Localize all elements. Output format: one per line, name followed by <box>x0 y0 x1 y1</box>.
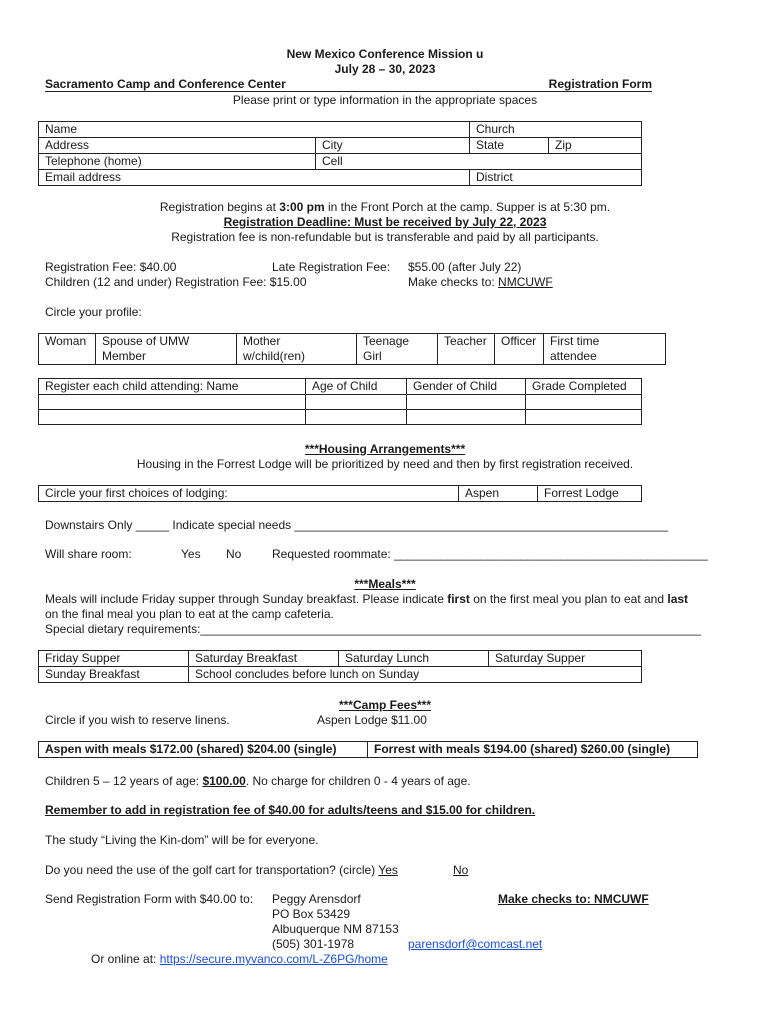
aspen-meals-option[interactable]: Aspen with meals $172.00 (shared) $204.00 (single) <box>39 742 368 758</box>
meal-saturday-breakfast[interactable]: Saturday Breakfast <box>189 651 339 667</box>
spouse-line1: Spouse of UMW <box>102 334 190 348</box>
table-row <box>39 410 642 425</box>
district-field[interactable]: District <box>470 170 642 186</box>
venue-line <box>45 77 652 92</box>
meals-text-line2: on the final meal you plan to eat at the camp cafeteria. <box>45 607 334 621</box>
children-fee: Children (12 and under) Registration Fee: $15.00 <box>45 275 307 289</box>
conference-dates: July 28 – 30, 2023 <box>334 62 436 76</box>
children-fee-amount: $100.00 <box>202 774 246 788</box>
online-payment <box>91 952 388 967</box>
school-concludes: School concludes before lunch on Sunday <box>189 667 642 683</box>
teen-line1: Teenage <box>363 334 410 348</box>
golf-cart-no[interactable]: No <box>453 863 469 877</box>
profile-table <box>38 333 666 365</box>
meal-saturday-lunch[interactable]: Saturday Lunch <box>339 651 489 667</box>
make-checks-label: Make checks to: <box>408 275 499 289</box>
lodging-aspen[interactable]: Aspen <box>459 486 538 502</box>
profile-teen[interactable] <box>357 334 438 365</box>
lodging-prompt: Circle your first choices of lodging: <box>39 486 459 502</box>
meals-heading: ***Meals*** <box>354 577 416 591</box>
meals-last: last <box>667 592 689 606</box>
downstairs-special-needs[interactable]: Downstairs Only _____ Indicate special needs ________________________________________________________ <box>45 518 669 532</box>
child-age-cell[interactable] <box>306 410 407 425</box>
children-fee-prefix: Children 5 – 12 years of age: <box>45 774 203 788</box>
profile-mother[interactable] <box>237 334 357 365</box>
address-field[interactable]: Address <box>39 138 316 154</box>
registration-begins <box>0 200 770 215</box>
child-name-cell[interactable] <box>39 395 306 410</box>
church-field[interactable]: Church <box>470 122 642 138</box>
child-gender-cell[interactable] <box>407 395 526 410</box>
housing-heading: ***Housing Arrangements*** <box>304 442 466 456</box>
first-line1: First time <box>550 334 600 348</box>
begins-time: 3:00 pm <box>279 200 325 214</box>
children-table <box>38 378 642 425</box>
spouse-line2: Member <box>102 349 147 363</box>
teen-line2: Girl <box>363 349 382 363</box>
child-grade-header: Grade Completed <box>526 379 642 395</box>
recipient-city: Albuquerque NM 87153 <box>272 922 399 936</box>
meal-saturday-supper[interactable]: Saturday Supper <box>489 651 642 667</box>
lodging-table <box>38 485 642 502</box>
recipient-phone: (505) 301-1978 <box>272 937 355 951</box>
share-room-label: Will share room: <box>45 547 132 561</box>
email-field[interactable]: Email address <box>39 170 470 186</box>
late-fee-value: $55.00 (after July 22) <box>408 260 522 274</box>
profile-prompt: Circle your profile: <box>45 305 142 319</box>
telephone-field[interactable]: Telephone (home) <box>39 154 316 170</box>
roommate-field[interactable]: Requested roommate: _______________________________________________ <box>272 547 708 561</box>
begins-prefix: Registration begins at <box>159 200 280 214</box>
profile-spouse[interactable] <box>96 334 237 365</box>
share-yes[interactable]: Yes <box>181 547 201 561</box>
name-field[interactable]: Name <box>39 122 470 138</box>
registration-fee: Registration Fee: $40.00 <box>45 260 177 274</box>
child-gender-cell[interactable] <box>407 410 526 425</box>
camp-fees-heading: ***Camp Fees*** <box>338 698 432 712</box>
aspen-lodge-linens[interactable]: Aspen Lodge $11.00 <box>317 713 427 727</box>
late-fee-label: Late Registration Fee: <box>272 260 391 274</box>
child-gender-header: Gender of Child <box>407 379 526 395</box>
lodging-forrest[interactable]: Forrest Lodge <box>538 486 642 502</box>
child-name-header: Register each child attending: Name <box>39 379 306 395</box>
recipient-name: Peggy Arensdorf <box>272 892 361 906</box>
forrest-meals-option[interactable]: Forrest with meals $194.00 (shared) $260.00 (single) <box>368 742 698 758</box>
form-instruction: Please print or type information in the appropriate spaces <box>232 93 538 107</box>
table-row <box>39 395 642 410</box>
meal-sunday-breakfast[interactable]: Sunday Breakfast <box>39 667 189 683</box>
mother-line2: w/child(ren) <box>243 349 306 363</box>
conference-title: New Mexico Conference Mission u <box>286 47 484 61</box>
linens-prompt: Circle if you wish to reserve linens. <box>45 713 230 727</box>
golf-cart-yes[interactable]: Yes <box>378 863 398 877</box>
child-age-header: Age of Child <box>306 379 407 395</box>
children-camp-fee <box>45 774 471 789</box>
golf-cart-text: Do you need the use of the golf cart for transportation? (circle) <box>45 863 379 877</box>
profile-officer[interactable]: Officer <box>495 334 544 365</box>
registration-reminder: Remember to add in registration fee of $40.00 for adults/teens and $15.00 for children. <box>45 803 536 817</box>
cell-field[interactable]: Cell <box>316 154 642 170</box>
child-age-cell[interactable] <box>306 395 407 410</box>
online-label: Or online at: <box>91 952 160 966</box>
child-name-cell[interactable] <box>39 410 306 425</box>
meal-friday-supper[interactable]: Friday Supper <box>39 651 189 667</box>
meals-text-a: Meals will include Friday supper through Sunday breakfast. Please indicate <box>45 592 448 606</box>
profile-first-time[interactable] <box>544 334 666 365</box>
profile-teacher[interactable]: Teacher <box>438 334 495 365</box>
meals-text-line1 <box>45 592 688 607</box>
lodging-fees-table <box>38 741 698 758</box>
child-grade-cell[interactable] <box>526 410 642 425</box>
make-checks-footer: Make checks to: NMCUWF <box>498 892 649 906</box>
recipient-email-link[interactable]: parensdorf@comcast.net <box>408 937 543 951</box>
personal-info-table <box>38 121 642 186</box>
child-grade-cell[interactable] <box>526 395 642 410</box>
online-url-link[interactable]: https://secure.myvanco.com/L-Z6PG/home <box>159 952 388 966</box>
golf-cart-question <box>45 863 398 878</box>
state-field[interactable]: State <box>470 138 549 154</box>
study-note: The study “Living the Kin-dom” will be for everyone. <box>45 833 319 847</box>
refund-policy: Registration fee is non-refundable but is transferable and paid by all participants. <box>171 230 599 244</box>
housing-note: Housing in the Forrest Lodge will be prioritized by need and then by first registration received. <box>136 457 634 471</box>
form-title: Registration Form <box>548 77 652 91</box>
meals-text-b: on the first meal you plan to eat and <box>469 592 668 606</box>
make-checks-value: NMCUWF <box>498 275 553 289</box>
children-fee-suffix: . No charge for children 0 - 4 years of age. <box>245 774 471 788</box>
profile-woman[interactable]: Woman <box>39 334 96 365</box>
venue-name: Sacramento Camp and Conference Center <box>45 77 286 91</box>
make-checks-fees <box>408 275 553 290</box>
share-no[interactable]: No <box>226 547 242 561</box>
first-line2: attendee <box>550 349 597 363</box>
registration-deadline: Registration Deadline: Must be received by July 22, 2023 <box>223 215 547 229</box>
meals-table <box>38 650 642 683</box>
send-form-label: Send Registration Form with $40.00 to: <box>45 892 254 906</box>
meals-first: first <box>447 592 470 606</box>
dietary-field[interactable]: Special dietary requirements:___________________________________________________________________________ <box>45 622 701 636</box>
recipient-po-box: PO Box 53429 <box>272 907 351 921</box>
begins-suffix: in the Front Porch at the camp. Supper is at 5:30 pm. <box>324 200 611 214</box>
zip-field[interactable]: Zip <box>549 138 642 154</box>
mother-line1: Mother <box>243 334 281 348</box>
city-field[interactable]: City <box>316 138 470 154</box>
